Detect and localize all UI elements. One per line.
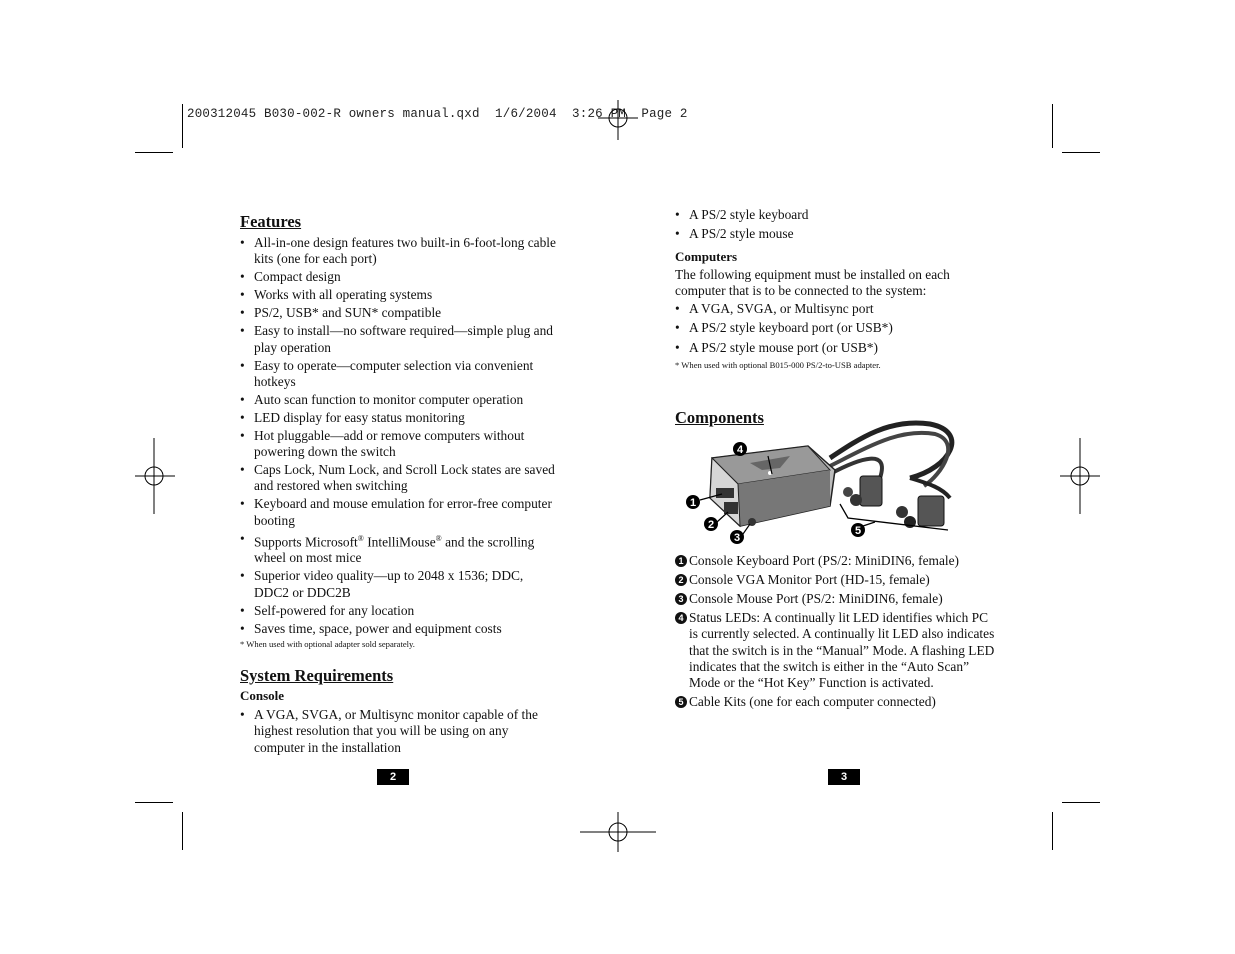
list-item: 2 Console VGA Monitor Port (HD-15, female) (675, 572, 1000, 588)
number-badge: 5 (675, 696, 687, 708)
list-item: • Works with all operating systems (240, 287, 560, 303)
callout-5 (851, 523, 865, 537)
callout-2 (704, 517, 718, 531)
kvm-switch-illustration (680, 418, 975, 548)
list-item: 3 Console Mouse Port (PS/2: MiniDIN6, female) (675, 591, 1000, 607)
list-item: • Self-powered for any location (240, 603, 560, 619)
computers-intro: The following equipment must be installed on each computer that is to be connected to the system: (675, 266, 950, 298)
registration-mark-top (598, 98, 638, 142)
computers-heading: Computers (675, 248, 738, 264)
slug-line: 200312045 B030-002-R owners manual.qxd 1/6/2004 3:26 PM Page 2 (187, 107, 688, 121)
list-item: • A PS/2 style mouse port (or USB*) (675, 340, 1000, 356)
number-badge: 2 (675, 574, 687, 586)
list-item: • A VGA, SVGA, or Multisync monitor capable of the highest resolution that you will be using on any computer in the installation (240, 707, 560, 756)
svg-text:4: 4 (736, 444, 744, 456)
list-item: • Saves time, space, power and equipment costs (240, 621, 560, 637)
callout-3 (730, 530, 744, 544)
list-item: • A PS/2 style keyboard (675, 207, 1000, 223)
list-item: 1 Console Keyboard Port (PS/2: MiniDIN6, female) (675, 553, 1000, 569)
components-list (675, 553, 1000, 713)
features-heading: Features (240, 212, 302, 231)
list-item: • Keyboard and mouse emulation for error-free computer booting (240, 496, 560, 529)
number-badge: 4 (675, 612, 687, 624)
registration-mark-left (135, 438, 175, 514)
console-heading: Console (240, 687, 285, 703)
page-number-left: 2 (377, 769, 409, 785)
list-item: • LED display for easy status monitoring (240, 410, 560, 426)
list-item: • Easy to install—no software required—simple plug and play operation (240, 323, 560, 356)
list-item: • Hot pluggable—add or remove computers without powering down the switch (240, 428, 560, 461)
svg-text:5: 5 (854, 525, 862, 537)
system-requirements-heading: System Requirements (240, 665, 394, 685)
list-item: • Superior video quality—up to 2048 x 1536; DDC, DDC2 or DDC2B (240, 568, 560, 601)
list-item: 4 Status LEDs: A continually lit LED identifies which PC is currently selected. A continually lit LED also indicates that the switch is in the “Manual” Mode. A flashing LED indicates that the switch is either in the “Auto Scan” Mode or the “Hot Key” Function is activated. (675, 610, 1000, 691)
computers-footnote: * When used with optional B015-000 PS/2-to-USB adapter. (675, 360, 881, 371)
list-item: • A PS/2 style mouse (675, 226, 1000, 242)
callout-4 (733, 442, 747, 456)
list-item: • All-in-one design features two built-in 6-foot-long cable kits (one for each port) (240, 235, 560, 268)
left-page (240, 212, 560, 758)
list-item: • PS/2, USB* and SUN* compatible (240, 305, 560, 321)
page-number-right: 3 (828, 769, 860, 785)
list-item: • Caps Lock, Num Lock, and Scroll Lock states are saved and restored when switching (240, 462, 560, 495)
list-item: • A VGA, SVGA, or Multisync port (675, 301, 1000, 317)
list-item: • Compact design (240, 269, 560, 285)
components-heading: Components (675, 408, 764, 427)
console-list-continued (675, 207, 1000, 243)
callout-1 (686, 495, 700, 509)
svg-text:3: 3 (733, 532, 741, 544)
features-list (240, 235, 560, 637)
list-item: • A PS/2 style keyboard port (or USB*) (675, 320, 1000, 336)
number-badge: 3 (675, 593, 687, 605)
svg-text:1: 1 (689, 497, 697, 509)
list-item: 5 Cable Kits (one for each computer connected) (675, 694, 1000, 710)
list-item: • Auto scan function to monitor computer operation (240, 392, 560, 408)
list-item: • Easy to operate—computer selection via convenient hotkeys (240, 358, 560, 391)
registration-mark-right (1060, 438, 1100, 514)
number-badge: 1 (675, 555, 687, 567)
list-item-supports: • Supports Microsoft® IntelliMouse® and the scrolling wheel on most mice (240, 531, 560, 567)
computers-list (675, 301, 1000, 356)
features-footnote: * When used with optional adapter sold separately. (240, 638, 415, 649)
right-page (675, 207, 1000, 370)
registration-mark-bottom (580, 812, 656, 852)
console-list (240, 707, 560, 756)
svg-text:2: 2 (707, 519, 715, 531)
